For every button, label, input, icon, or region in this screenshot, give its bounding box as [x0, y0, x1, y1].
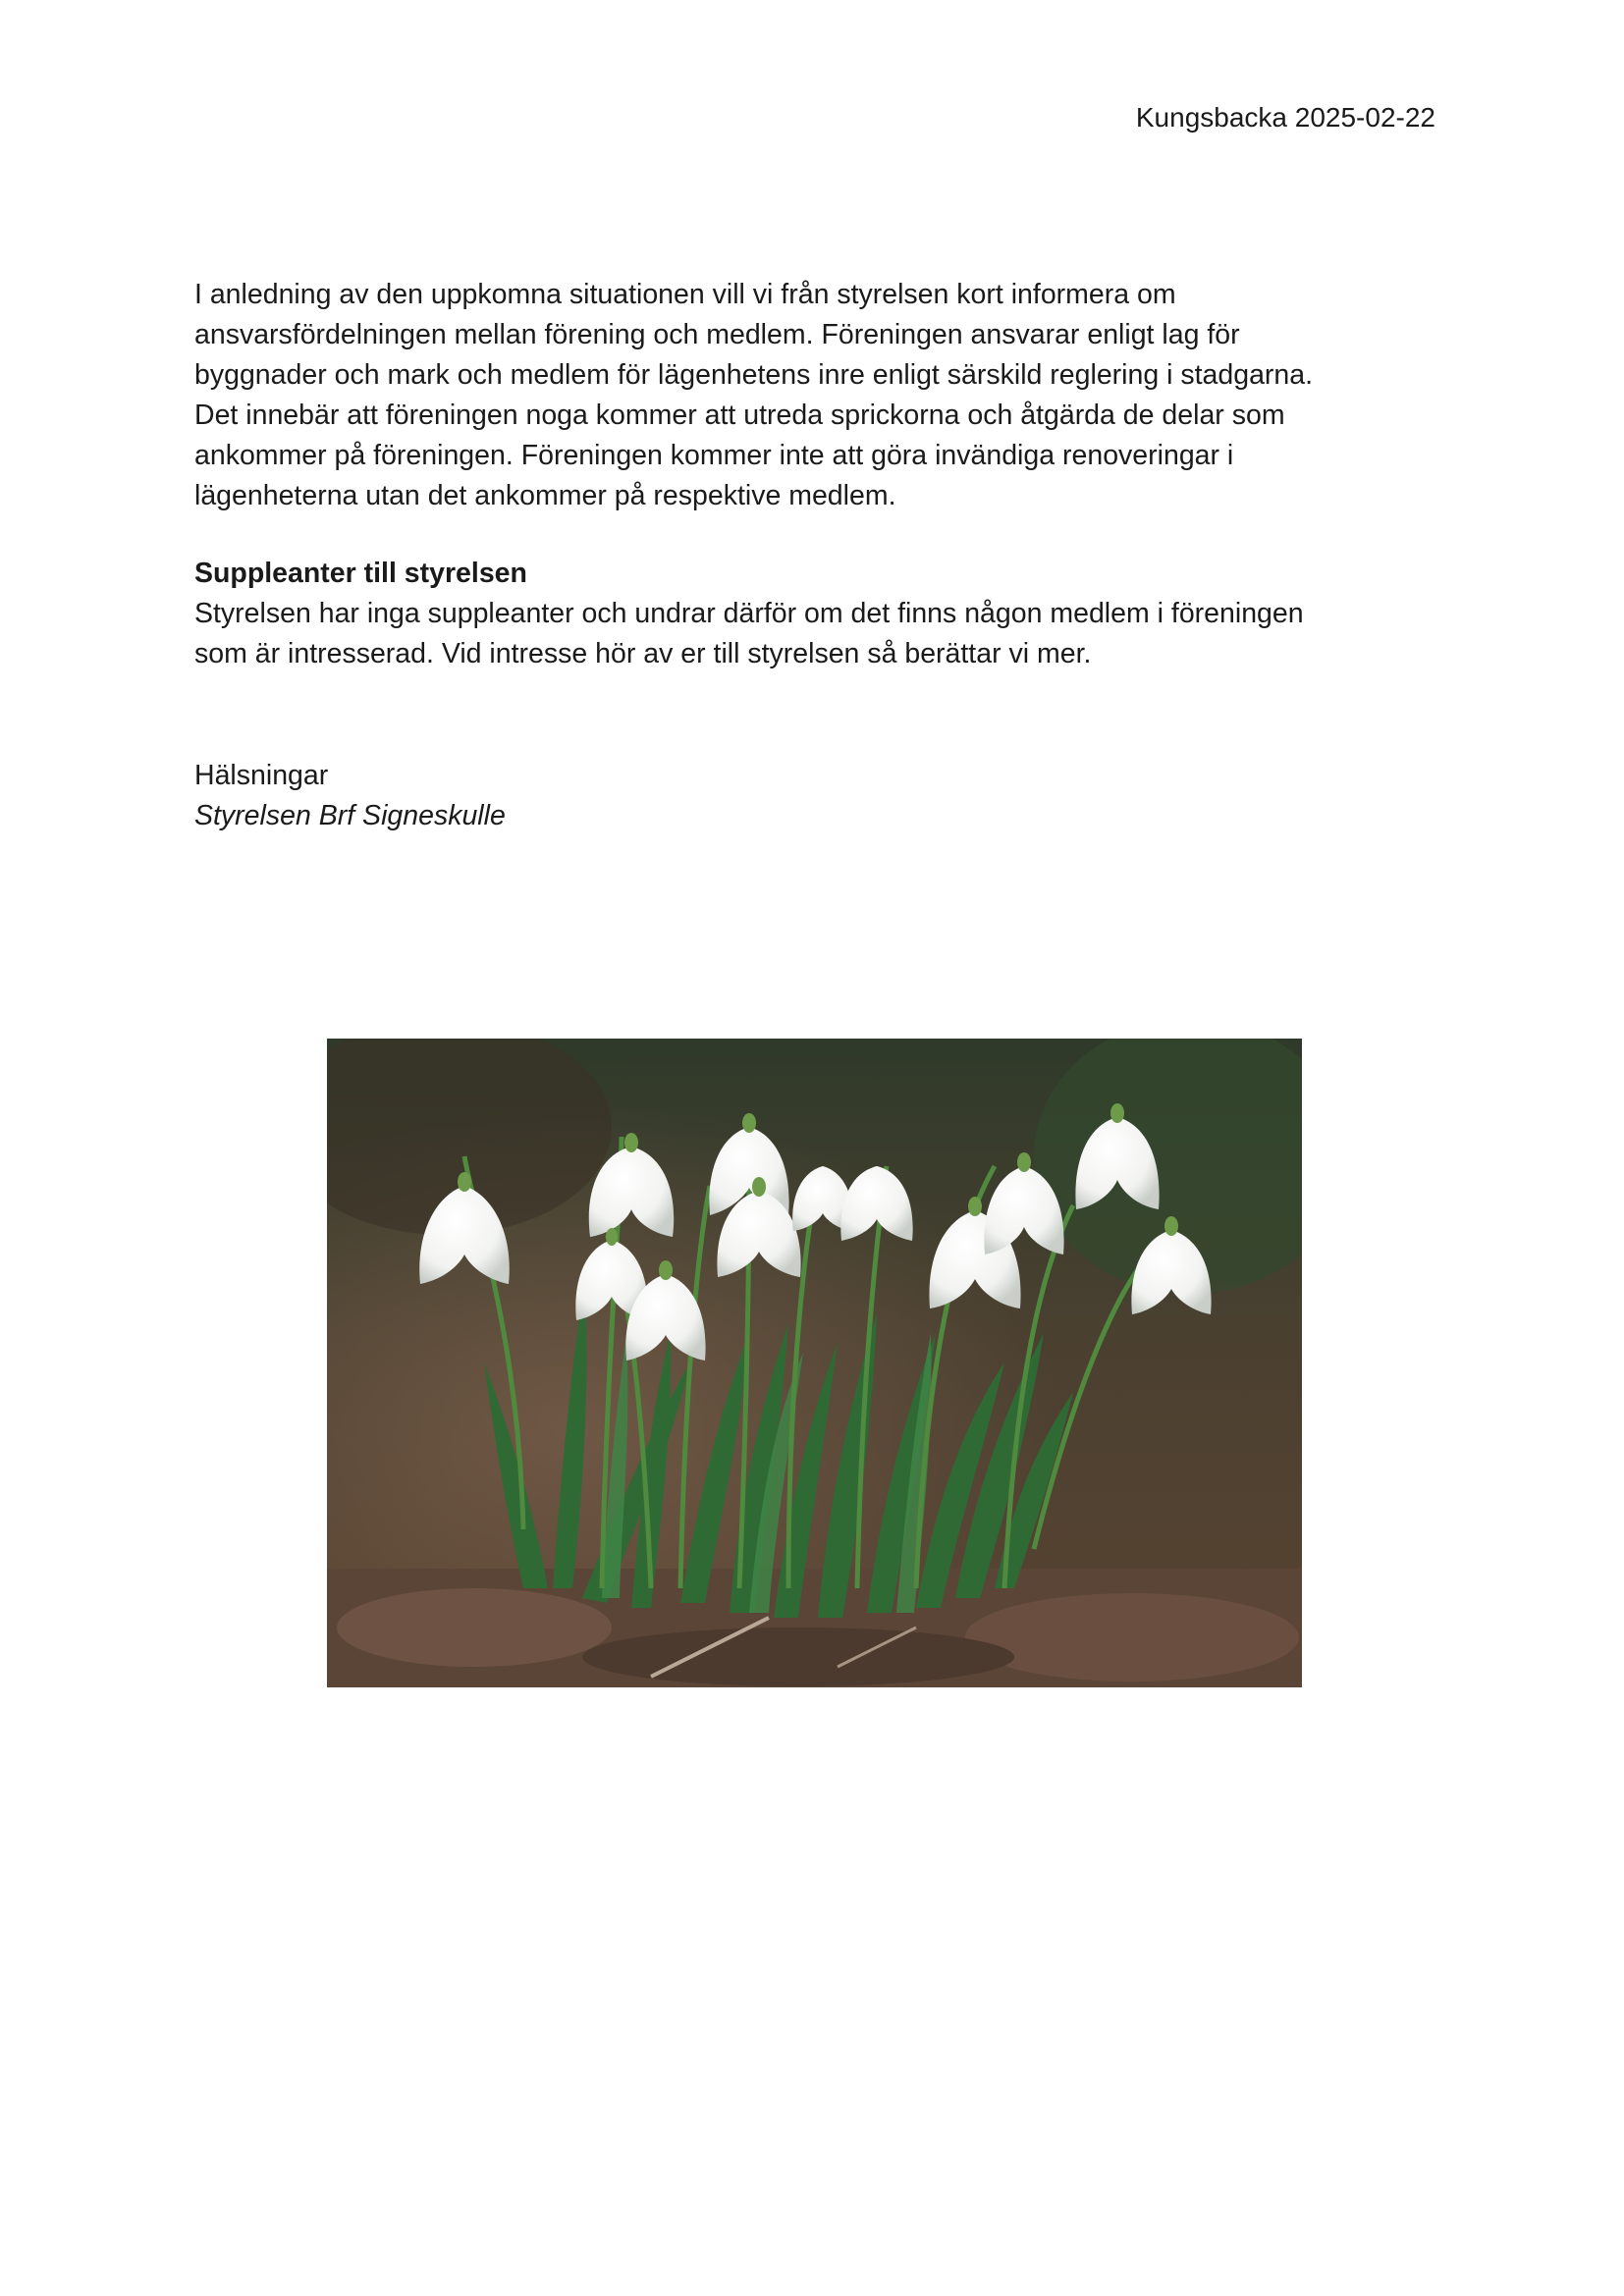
greeting: Hälsningar [194, 760, 329, 791]
intro-paragraph [194, 275, 1451, 516]
place-and-date: Kungsbacka 2025-02-22 [1135, 102, 1435, 133]
paragraph-line: byggnader och mark och medlem för lägenhetens inre enligt särskild reglering i stadgarna. [194, 359, 1314, 391]
section-line: Styrelsen har inga suppleanter och undrar därför om det finns någon medlem i föreningen [194, 598, 1304, 629]
substitutes-section [194, 554, 1451, 674]
signature: Styrelsen Brf Signeskulle [194, 800, 506, 831]
paragraph-line: Det innebär att föreningen noga kommer att utreda sprickorna och åtgärda de delar som [194, 400, 1285, 431]
section-line: som är intresserad. Vid intresse hör av er till styrelsen så berättar vi mer. [194, 638, 1092, 669]
section-heading: Suppleanter till styrelsen [194, 558, 527, 589]
paragraph-line: lägenheterna utan det ankommer på respektive medlem. [194, 480, 896, 511]
paragraph-line: ansvarsfördelningen mellan förening och medlem. Föreningen ansvarar enligt lag för [194, 319, 1240, 350]
paragraph-line: ankommer på föreningen. Föreningen kommer inte att göra invändiga renoveringar i [194, 440, 1234, 471]
paragraph-line: I anledning av den uppkomna situationen vill vi från styrelsen kort informera om [194, 279, 1176, 310]
closing-block [194, 756, 506, 836]
snowdrop-flowers-photo [327, 1039, 1302, 1687]
